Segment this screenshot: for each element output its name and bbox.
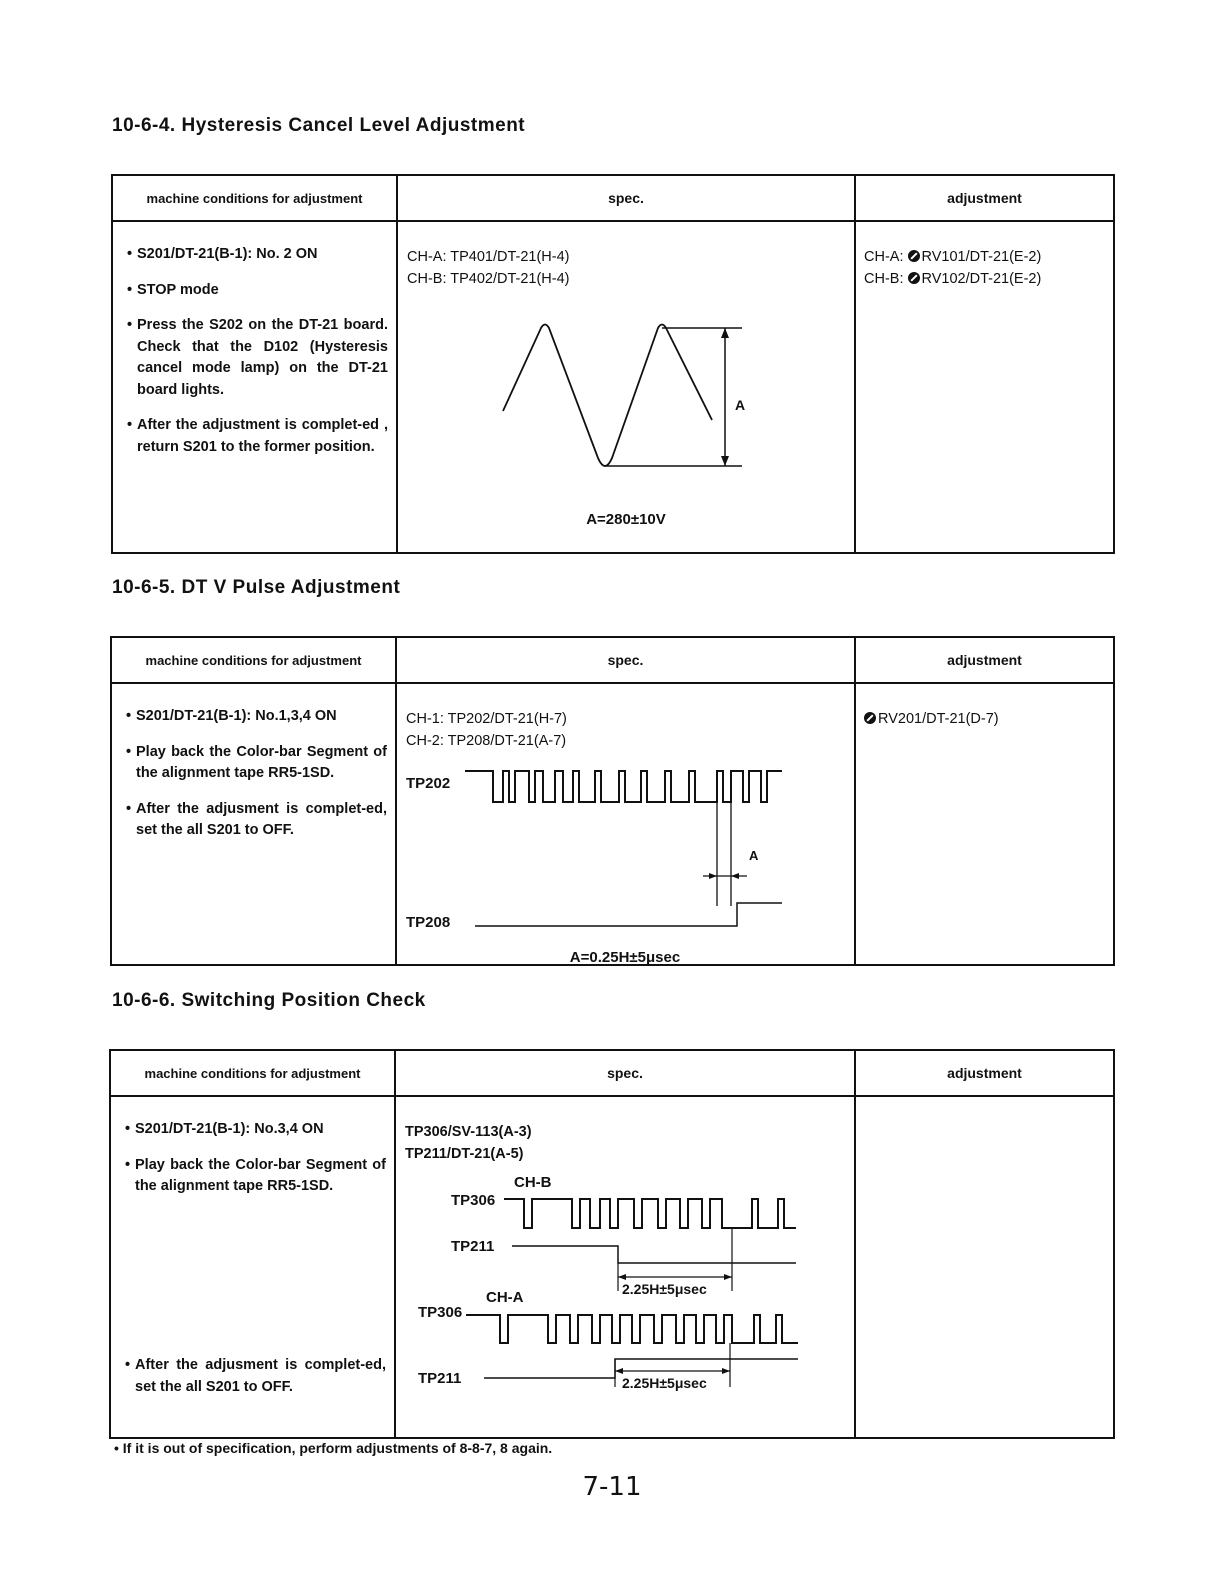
conditions-cell <box>110 1096 395 1438</box>
spec-line: TP211/DT-21(A-5) <box>405 1146 524 1162</box>
tp306-waveform-ch-a <box>466 1315 798 1343</box>
amplitude-spec: A=280±10V <box>586 511 666 528</box>
header-adjustment: adjustment <box>855 1050 1114 1096</box>
pulse-width-label: A <box>749 848 759 863</box>
footnote: • If it is out of specification, perform adjustments of 8-8-7, 8 again. <box>114 1440 553 1456</box>
spec-line: CH-A: TP401/DT-21(H-4) <box>407 249 570 265</box>
timing-spec: 2.25H±5μsec <box>622 1281 707 1297</box>
conditions-cell <box>112 221 397 553</box>
condition-item: • After the adjusment is complet-ed, set the all S201 to OFF. <box>126 799 387 842</box>
dt-v-pulse-table <box>110 636 1115 966</box>
header-machine-conditions: machine conditions for adjustment <box>111 637 396 683</box>
conditions-cell <box>111 683 396 965</box>
section-title-hysteresis: 10-6-4. Hysteresis Cancel Level Adjustment <box>112 115 526 136</box>
condition-item: • After the adjusment is complet-ed, set the all S201 to OFF. <box>125 1355 386 1398</box>
condition-item: • Play back the Color-bar Segment of the alignment tape RR5-1SD. <box>125 1155 386 1198</box>
adjust-knob-icon <box>908 250 920 262</box>
header-spec: spec. <box>397 175 855 221</box>
switching-position-table <box>109 1049 1115 1439</box>
spec-line: CH-2: TP208/DT-21(A-7) <box>406 733 567 749</box>
sine-waveform-diagram <box>398 222 854 552</box>
spec-cell <box>396 683 855 965</box>
tp306-label: TP306 <box>451 1192 496 1209</box>
condition-item: • Play back the Color-bar Segment of the alignment tape RR5-1SD. <box>126 742 387 785</box>
adjust-control: RV201/DT-21(D-7) <box>878 711 999 727</box>
spec-line: TP306/SV-113(A-3) <box>405 1124 532 1140</box>
section-title-switching-position: 10-6-6. Switching Position Check <box>112 990 426 1011</box>
pulse-spec: A=0.25H±5μsec <box>569 949 681 966</box>
adjustment-cell: CH-A: RV101/DT-21(E-2) CH-B: RV102/DT-21(E-2) <box>855 221 1114 553</box>
tp306-waveform-ch-b <box>504 1199 796 1228</box>
hysteresis-adjustment-table <box>111 174 1115 554</box>
condition-item: • S201/DT-21(B-1): No. 2 ON <box>127 244 388 266</box>
adjust-control: RV101/DT-21(E-2) <box>921 249 1042 265</box>
adjust-knob-icon <box>864 712 876 724</box>
adjust-knob-icon <box>908 272 920 284</box>
condition-item: • S201/DT-21(B-1): No.3,4 ON <box>125 1119 386 1141</box>
spec-line: CH-1: TP202/DT-21(H-7) <box>406 711 567 727</box>
tp211-label: TP211 <box>418 1370 462 1387</box>
ch-a-label: CH-A <box>486 1289 524 1306</box>
timing-spec: 2.25H±5μsec <box>622 1375 707 1391</box>
condition-item: • After the adjustment is complet-ed , return S201 to the former position. <box>127 415 388 458</box>
header-machine-conditions: machine conditions for adjustment <box>110 1050 395 1096</box>
amplitude-label: A <box>735 397 746 413</box>
tp211-waveform-ch-b <box>512 1246 796 1263</box>
switching-timing-diagram <box>396 1097 856 1437</box>
spec-line: CH-B: TP402/DT-21(H-4) <box>407 271 570 287</box>
spec-cell <box>397 221 855 553</box>
tp208-waveform <box>475 903 782 926</box>
tp306-label: TP306 <box>418 1304 463 1321</box>
header-machine-conditions: machine conditions for adjustment <box>112 175 397 221</box>
pulse-timing-diagram <box>397 684 855 964</box>
section-title-dt-v-pulse: 10-6-5. DT V Pulse Adjustment <box>112 577 401 598</box>
tp208-label: TP208 <box>406 914 451 931</box>
tp202-label: TP202 <box>406 775 451 792</box>
header-spec: spec. <box>396 637 855 683</box>
condition-item: • STOP mode <box>127 280 388 302</box>
tp202-waveform <box>465 771 782 802</box>
header-adjustment: adjustment <box>855 637 1114 683</box>
adjust-control: RV102/DT-21(E-2) <box>921 271 1042 287</box>
condition-item: • S201/DT-21(B-1): No.1,3,4 ON <box>126 706 387 728</box>
header-spec: spec. <box>395 1050 855 1096</box>
page-number: 7-11 <box>582 1472 642 1502</box>
spec-cell <box>395 1096 855 1438</box>
sine-waveform <box>503 325 712 467</box>
ch-b-label: CH-B <box>514 1174 552 1191</box>
tp211-label: TP211 <box>451 1238 495 1255</box>
header-adjustment: adjustment <box>855 175 1114 221</box>
adjustment-cell <box>855 1096 1114 1438</box>
condition-item: • Press the S202 on the DT-21 board. Check that the D102 (Hysteresis cancel mode lamp) on the DT-21 board lights. <box>127 315 388 401</box>
adjustment-cell <box>855 683 1114 965</box>
